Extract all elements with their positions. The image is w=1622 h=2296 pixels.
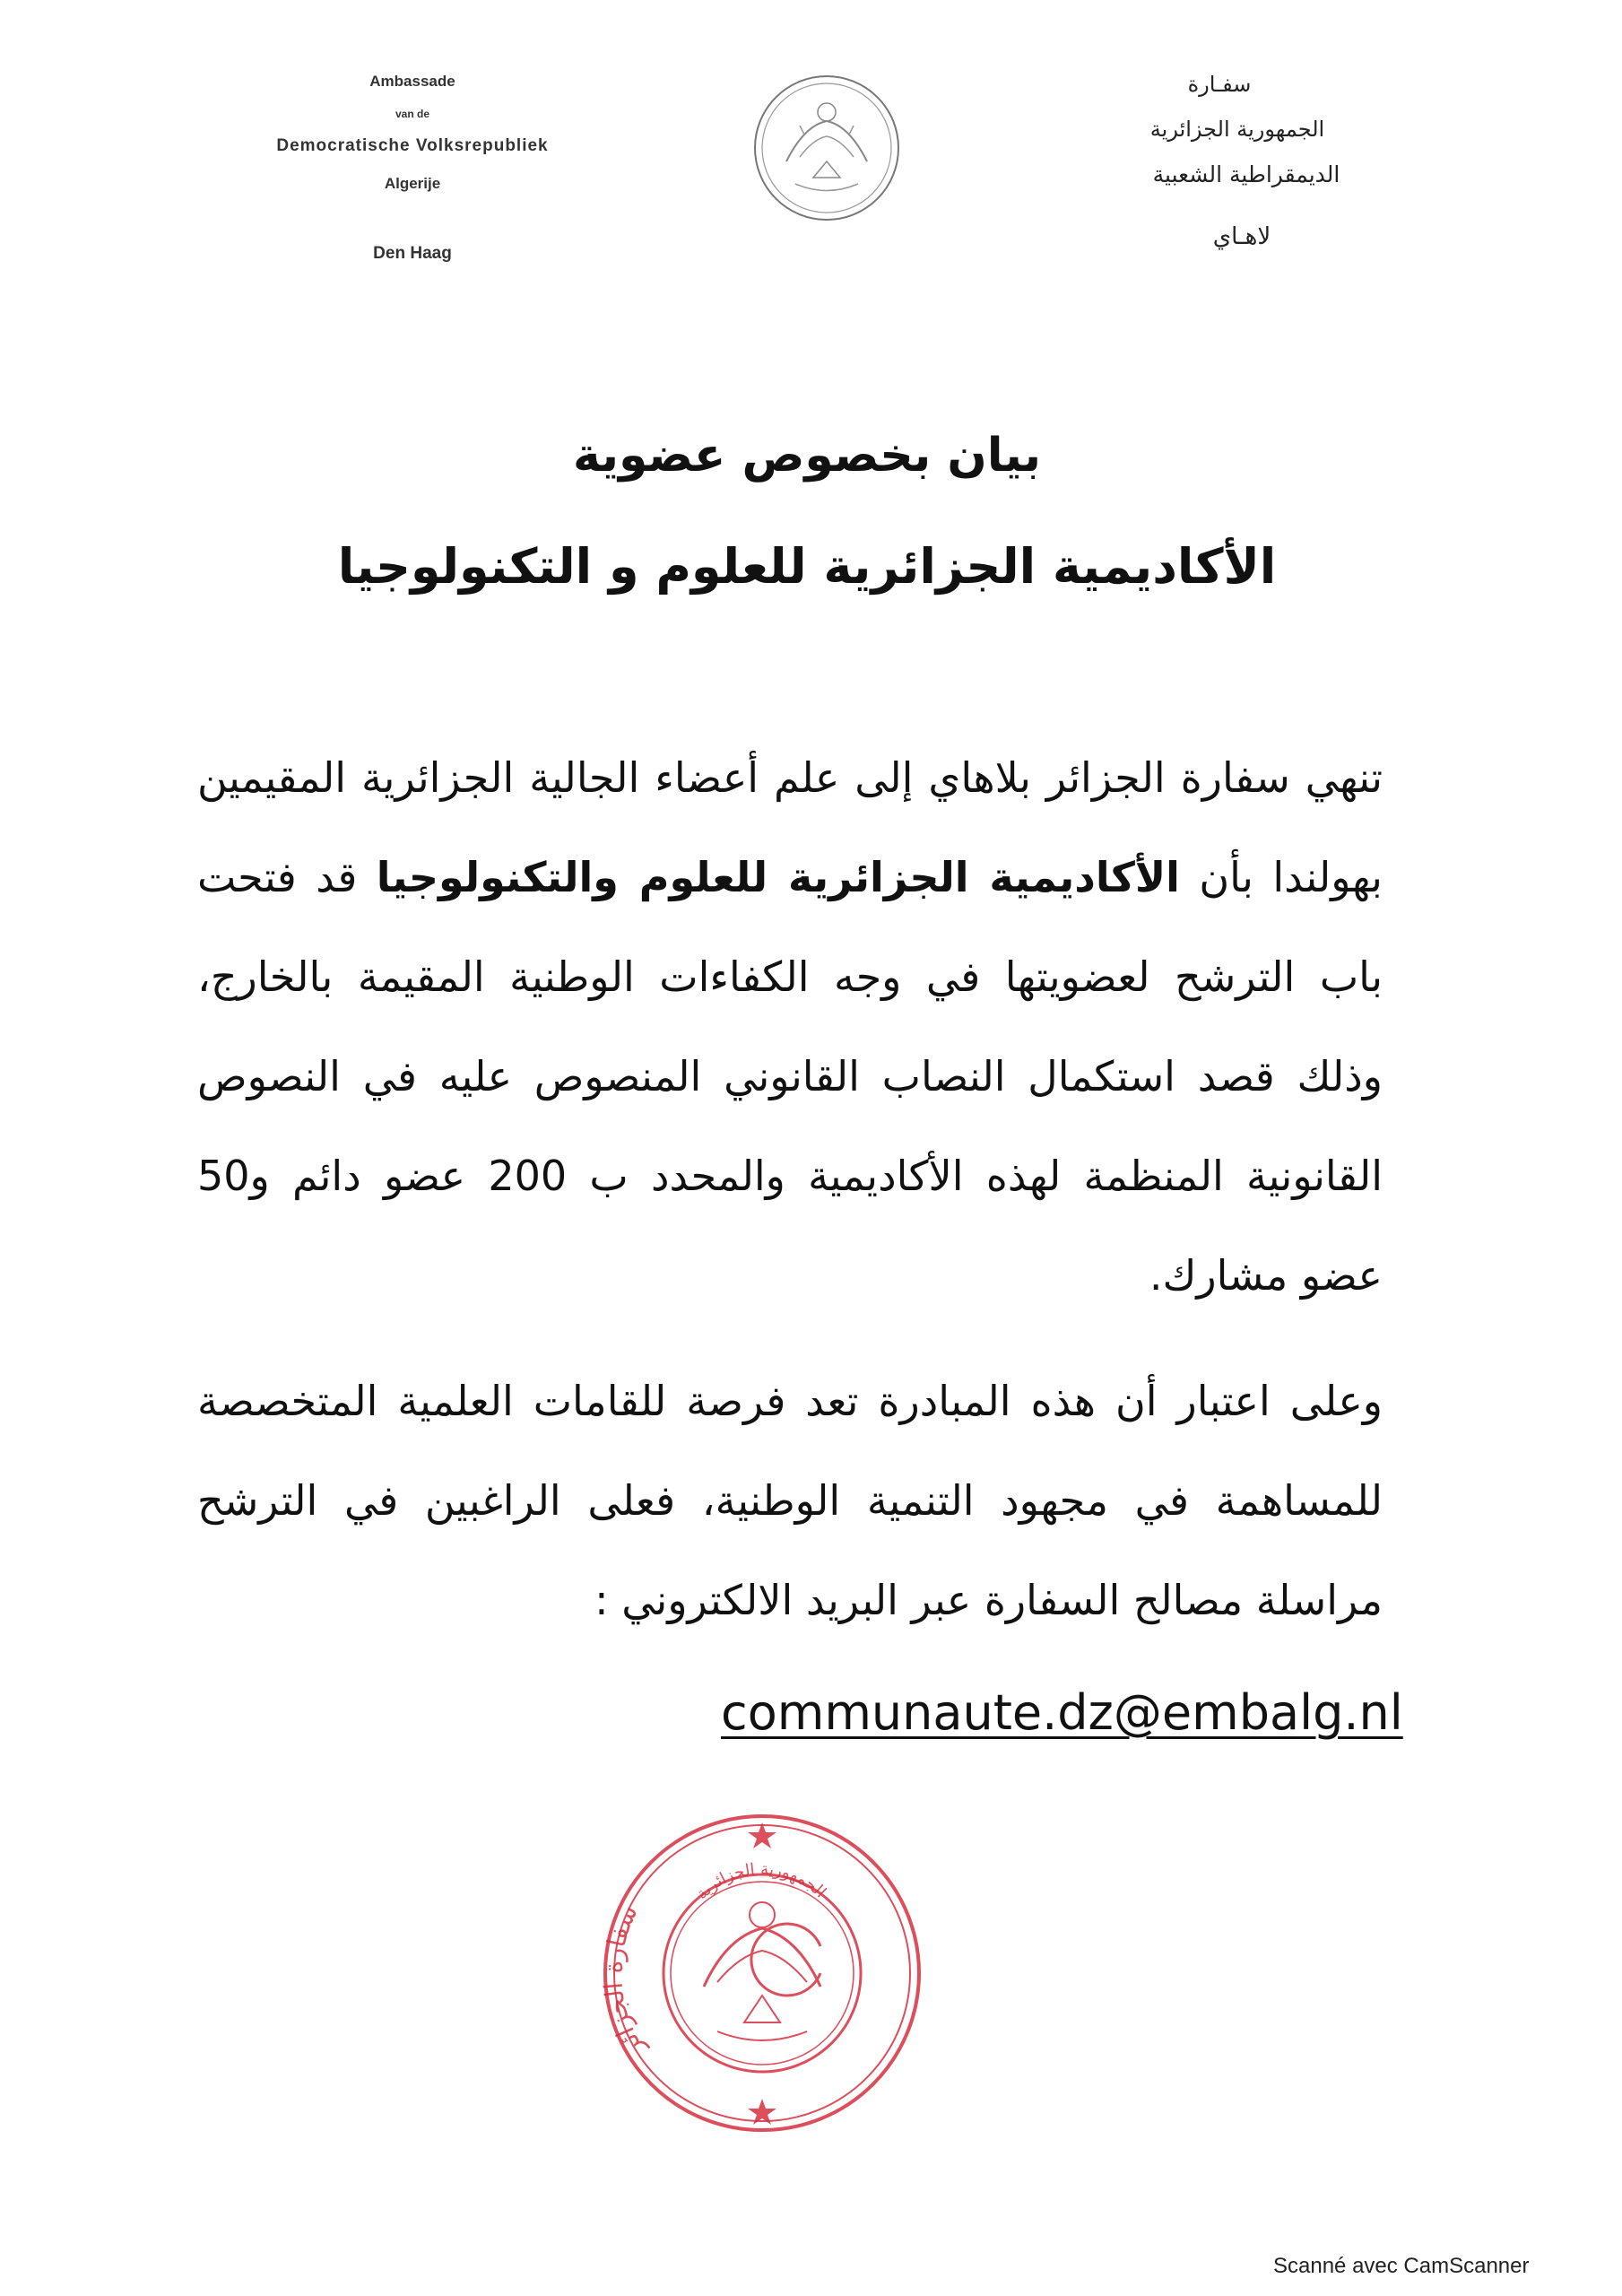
algeria-emblem-icon (750, 72, 903, 224)
academy-name: الأكاديمية الجزائرية للعلوم والتكنولوجيا (376, 853, 1180, 901)
letterhead-right-line: لاهـاي (1212, 223, 1271, 250)
paragraph-text: تنهي سفارة الجزائر بلاهاي إلى علم أعضاء الجالية الجزائرية المقيمين بهولندا بأن (197, 753, 1383, 901)
email-link[interactable]: communaute.dz@embalg.nl (721, 1684, 1403, 1741)
seal-inner-text: الجمهورية الجزائرية (692, 1859, 830, 1904)
body-paragraph-2: وعلى اعتبار أن هذه المبادرة تعد فرصة للقامات العلمية المتخصصة للمساهمة في مجهود التنمية الوطنية، فعلى الراغبين في الترشح مراسلة مصالح السفارة عبر البريد الالكتروني : (197, 1377, 1383, 1624)
letterhead-left-line: Algerije (384, 175, 441, 192)
scanner-footer-note: Scanné avec CamScanner (1273, 2254, 1530, 2278)
body-paragraph-1 (197, 728, 1383, 1326)
letterhead-right-line: الديمقراطية الشعبية (1152, 161, 1340, 187)
letterhead-right-line: الجمهورية الجزائرية (1149, 117, 1325, 142)
letterhead-left-line: van de (395, 108, 429, 120)
paragraph-text: قد فتحت باب الترشح لعضويتها في وجه الكفاءات الوطنية المقيمة بالخارج، وذلك قصد استكمال النصاب القانوني المنصوص عليه في النصوص القانونية المنظمة لهذه الأكاديمية والمحدد ب 200 عضو دائم و50 عضو مشارك. (197, 853, 1383, 1300)
embassy-seal-stamp (592, 1803, 932, 2144)
letterhead-left-line: Democratische Volksrepubliek (276, 136, 549, 155)
letterhead-right-line: سفـارة (1187, 72, 1252, 97)
letterhead-left (215, 74, 610, 262)
letterhead-right (1067, 74, 1408, 248)
document-title: بيان بخصوص عضوية (572, 429, 1042, 483)
document-subtitle: الأكاديمية الجزائرية للعلوم و التكنولوجيا (337, 538, 1277, 595)
letterhead-left-line: Den Haag (373, 244, 452, 263)
letterhead-left-line: Ambassade (369, 73, 455, 90)
svg-text:سفارة الجزائر (598, 1900, 651, 2064)
seal-outer-text: سفارة الجزائر (598, 1900, 650, 2062)
